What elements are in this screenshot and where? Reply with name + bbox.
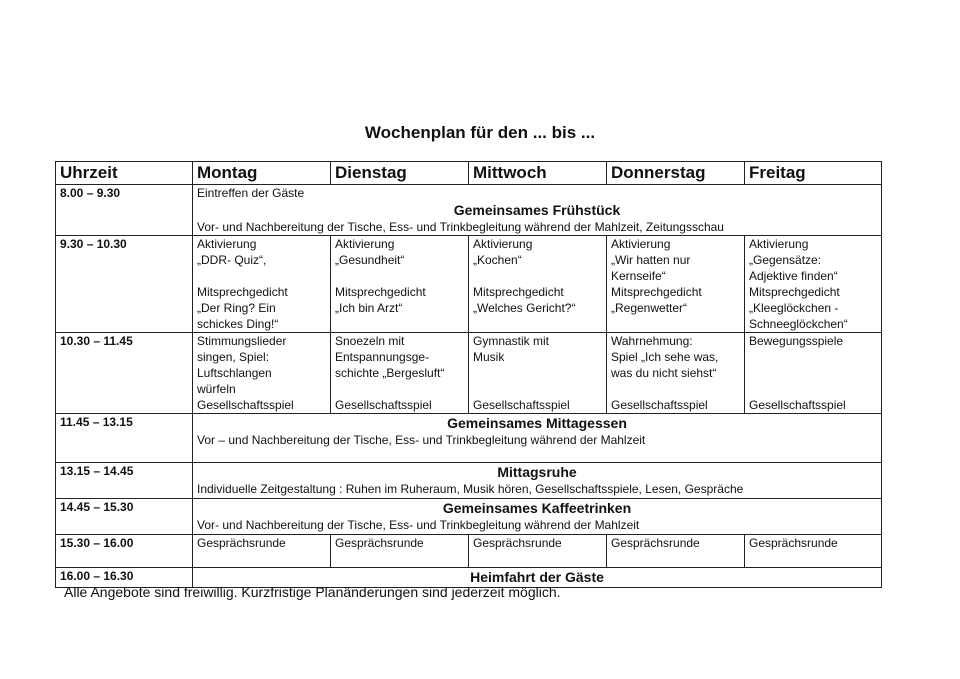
cell-line xyxy=(335,268,464,284)
cell-line: Mitsprechgedicht xyxy=(611,285,702,299)
table-row xyxy=(56,185,882,236)
section-heading: Gemeinsames Kaffeetrinken xyxy=(442,500,632,516)
time-cell: 13.15 – 14.45 xyxy=(56,463,193,499)
activity-cell-dienstag xyxy=(331,236,469,333)
cell-line: singen, Spiel: xyxy=(197,350,270,364)
mittagessen-cell xyxy=(193,414,882,463)
cell-line: Gesellschaftsspiel xyxy=(197,398,294,412)
cell-line: Kernseife“ xyxy=(611,269,666,283)
time-cell: 11.45 – 13.15 xyxy=(56,414,193,463)
cell-line: Gesellschaftsspiel xyxy=(749,398,846,412)
cell-line: Schneeglöckchen“ xyxy=(749,317,848,331)
cell-line: „Kleeglöckchen - xyxy=(749,301,839,315)
activity-cell-freitag xyxy=(745,236,882,333)
mittagsruhe-cell xyxy=(193,463,882,499)
activity-cell-montag xyxy=(193,236,331,333)
cell-line: was du nicht siehst“ xyxy=(611,366,717,380)
time-cell: 10.30 – 11.45 xyxy=(56,333,193,414)
cell-line: Gymnastik mit xyxy=(473,334,550,348)
cell-line: Gesellschaftsspiel xyxy=(473,398,570,412)
gespraechsrunde-freitag: Gesprächsrunde xyxy=(745,535,882,568)
time-cell: 16.00 – 16.30 xyxy=(56,568,193,588)
cell-line: „Wir hatten nur xyxy=(611,253,691,267)
header-uhrzeit: Uhrzeit xyxy=(56,162,193,185)
section-text: Vor- und Nachbereitung der Tische, Ess- und Trinkbegleitung während der Mahlzeit, Zeitungsschau xyxy=(197,220,724,234)
cell-line: Adjektive finden“ xyxy=(749,269,838,283)
cell-line xyxy=(473,268,602,284)
cell-line: Aktivierung xyxy=(335,237,395,251)
time-cell: 15.30 – 16.00 xyxy=(56,535,193,568)
gespraechsrunde-mittwoch: Gesprächsrunde xyxy=(469,535,607,568)
cell-line: „Der Ring? Ein xyxy=(197,301,276,315)
section-text: Individuelle Zeitgestaltung : Ruhen im Ruheraum, Musik hören, Gesellschaftsspiele, Lesen, Gespräche xyxy=(197,482,744,496)
gespraechsrunde-donnerstag: Gesprächsrunde xyxy=(607,535,745,568)
section-heading: Gemeinsames Mittagessen xyxy=(447,415,627,431)
cell-line: Mitsprechgedicht xyxy=(473,285,564,299)
header-row xyxy=(56,162,882,185)
cell-line: schickes Ding!“ xyxy=(197,317,279,331)
header-mittwoch: Mittwoch xyxy=(469,162,607,185)
cell-line: Stimmungslieder xyxy=(197,334,287,348)
table-row xyxy=(56,499,882,535)
cell-line: schichte „Bergesluft“ xyxy=(335,366,445,380)
gespraechsrunde-dienstag: Gesprächsrunde xyxy=(331,535,469,568)
header-donnerstag: Donnerstag xyxy=(607,162,745,185)
cell-line: „Welches Gericht?“ xyxy=(473,301,576,315)
cell-line: Aktivierung xyxy=(197,237,257,251)
cell-line: Aktivierung xyxy=(611,237,671,251)
table-row xyxy=(56,333,882,414)
cell-line: Aktivierung xyxy=(749,237,809,251)
cell-line: Luftschlangen xyxy=(197,366,272,380)
kaffeetrinken-cell xyxy=(193,499,882,535)
gespraechsrunde-montag: Gesprächsrunde xyxy=(193,535,331,568)
fruehstueck-cell xyxy=(193,185,882,236)
section-text: Vor – und Nachbereitung der Tische, Ess- und Trinkbegleitung während der Mahlzeit xyxy=(197,433,646,447)
cell-line: „Gegensätze: xyxy=(749,253,822,267)
table-row xyxy=(56,236,882,333)
cell-line: Snoezeln mit xyxy=(335,334,405,348)
activity-cell-donnerstag xyxy=(607,236,745,333)
cell-line: „Ich bin Arzt“ xyxy=(335,301,403,315)
time-cell: 14.45 – 15.30 xyxy=(56,499,193,535)
page-title: Wochenplan für den ... bis ... xyxy=(364,123,596,142)
weekly-schedule-table xyxy=(55,161,882,588)
table-row xyxy=(56,414,882,463)
cell-line: Spiel „Ich sehe was, xyxy=(611,350,719,364)
time-cell: 9.30 – 10.30 xyxy=(56,236,193,333)
cell-line: „DDR- Quiz“, xyxy=(197,253,267,267)
cell-line: Wahrnehmung: xyxy=(611,334,693,348)
cell-line: Entspannungsge- xyxy=(335,350,430,364)
activity-cell-donnerstag xyxy=(607,333,745,414)
cell-line: Gesellschaftsspiel xyxy=(335,398,432,412)
cell-line: Mitsprechgedicht xyxy=(335,285,426,299)
cell-line: Bewegungsspiele xyxy=(749,334,844,348)
arrival-text: Eintreffen der Gäste xyxy=(197,186,305,200)
header-dienstag: Dienstag xyxy=(331,162,469,185)
cell-line xyxy=(197,268,326,284)
cell-line: würfeln xyxy=(197,382,236,396)
cell-line: „Regenwetter“ xyxy=(611,301,688,315)
activity-cell-dienstag xyxy=(331,333,469,414)
header-montag: Montag xyxy=(193,162,331,185)
cell-line: Gesellschaftsspiel xyxy=(611,398,708,412)
cell-line: Aktivierung xyxy=(473,237,533,251)
activity-cell-montag xyxy=(193,333,331,414)
cell-line: Mitsprechgedicht xyxy=(197,285,288,299)
section-heading: Gemeinsames Frühstück xyxy=(453,202,621,218)
activity-cell-freitag xyxy=(745,333,882,414)
cell-line: Mitsprechgedicht xyxy=(749,285,840,299)
activity-cell-mittwoch xyxy=(469,236,607,333)
section-heading: Mittagsruhe xyxy=(497,464,577,480)
time-cell: 8.00 – 9.30 xyxy=(56,185,193,236)
cell-line: Musik xyxy=(473,350,505,364)
table-row xyxy=(56,463,882,499)
footer-note: Alle Angebote sind freiwillig. Kurzfristige Planänderungen sind jederzeit möglich. xyxy=(64,584,561,600)
cell-line: „Gesundheit“ xyxy=(335,253,405,267)
activity-cell-mittwoch xyxy=(469,333,607,414)
table-row xyxy=(56,535,882,568)
header-freitag: Freitag xyxy=(745,162,882,185)
section-heading: Heimfahrt der Gäste xyxy=(470,569,604,585)
section-text: Vor- und Nachbereitung der Tische, Ess- und Trinkbegleitung während der Mahlzeit xyxy=(197,518,640,532)
cell-line: „Kochen“ xyxy=(473,253,522,267)
